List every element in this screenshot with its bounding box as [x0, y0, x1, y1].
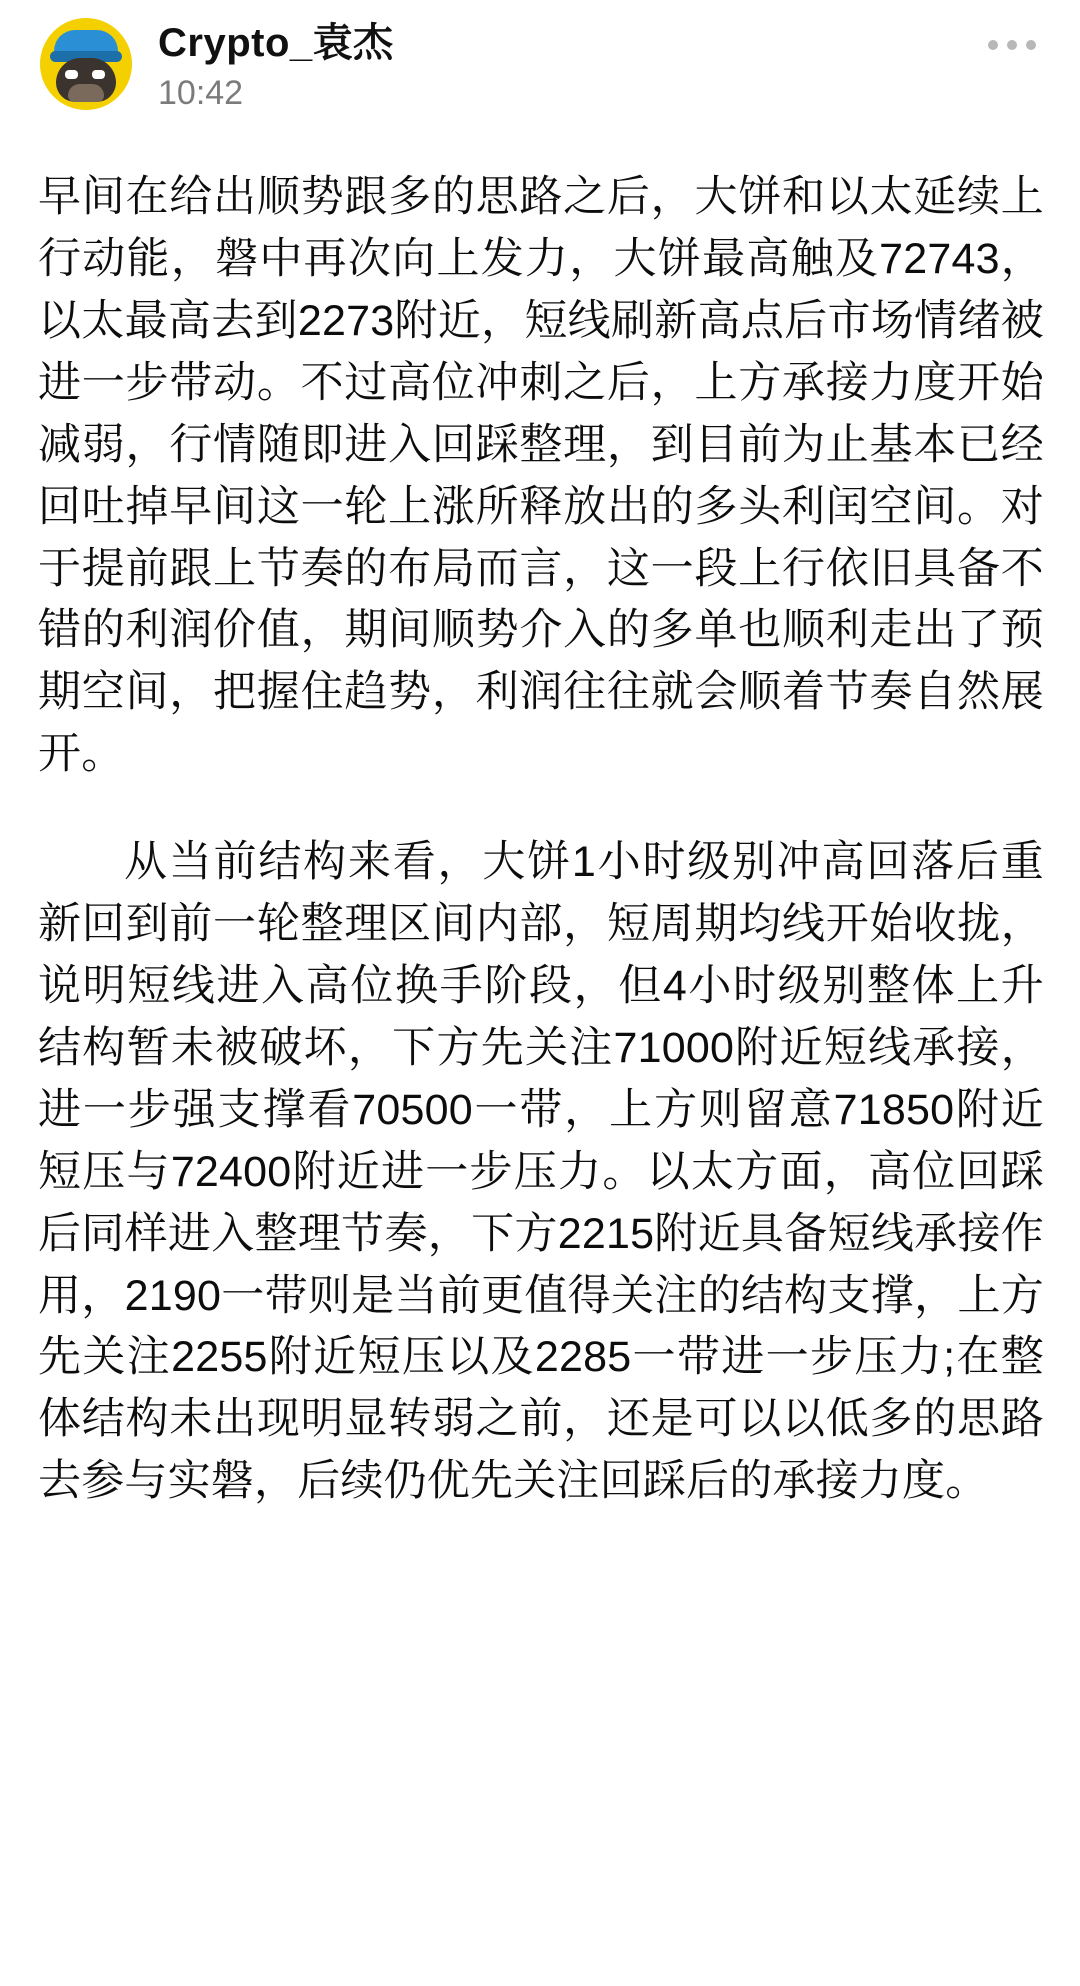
header-text [158, 18, 394, 113]
post-paragraph: 从当前结构来看，大饼1小时级别冲高回落后重新回到前一轮整理区间内部，短周期均线开始收拢，说明短线进入高位换手阶段，但4小时级别整体上升结构暂未被破坏，下方先关注71000附近短线承接，进一步强支撑看70500一带，上方则留意71850附近短压与72400附近进一步压力。以太方面，高位回踩后同样进入整理节奏，下方2215附近具备短线承接作用，2190一带则是当前更值得关注的结构支撑，上方先关注2255附近短压以及2285一带进一步压力;在整体结构未出现明显转弱之前，还是可以以低多的思路去参与实磐，后续仍优先关注回踩后的承接力度。 [38, 838, 1044, 1506]
more-dot-2 [1007, 40, 1017, 50]
post-timestamp: 10:42 [158, 74, 244, 112]
post-body [0, 113, 1080, 1543]
muzzle-shape [68, 84, 104, 102]
post-header [0, 0, 1080, 113]
more-dot-1 [988, 40, 998, 50]
author-name[interactable]: Crypto_袁杰 [158, 21, 394, 65]
eye-left-shape [65, 70, 78, 79]
more-dot-3 [1026, 40, 1036, 50]
avatar[interactable] [40, 18, 132, 110]
eye-right-shape [92, 70, 105, 79]
more-horizontal-icon[interactable] [988, 40, 1036, 50]
post-paragraph: 早间在给出顺势跟多的思路之后，大饼和以太延续上行动能，磐中再次向上发力，大饼最高触及72743，以太最高去到2273附近，短线刷新高点后市场情绪被进一步带动。不过高位冲刺之后，上方承接力度开始减弱，行情随即进入回踩整理，到目前为止基本已经回吐掉早间这一轮上涨所释放出的多头利闰空间。对于提前跟上节奏的布局而言，这一段上行依旧具备不错的利润价值，期间顺势介入的多单也顺利走出了预期空间，把握住趋势，利润往往就会顺着节奏自然展开。 [38, 173, 1044, 779]
